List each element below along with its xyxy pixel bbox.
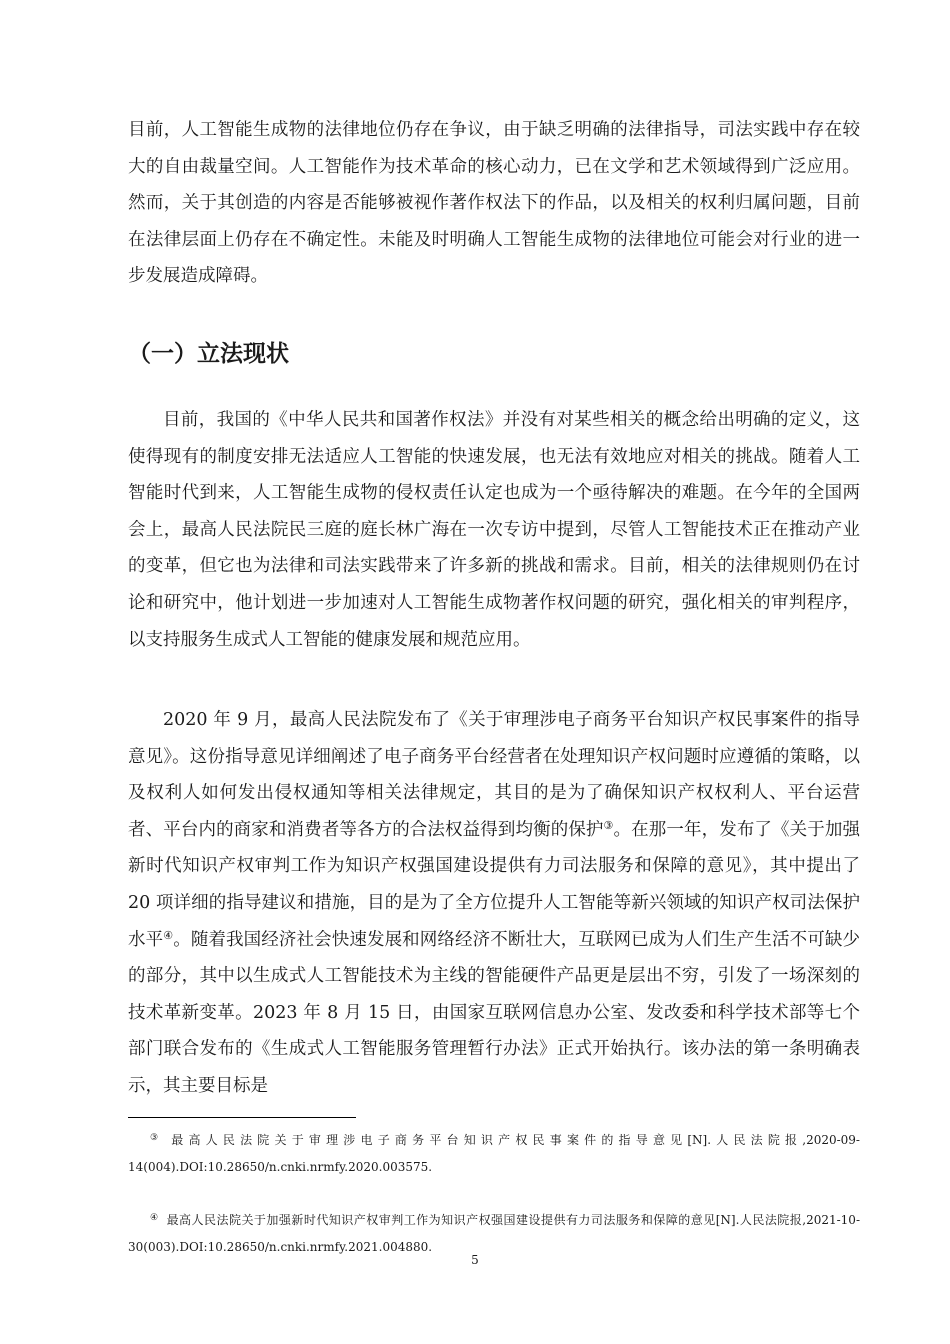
footnote-text: 最高人民法院关于审理涉电子商务平台知识产权民事案件的指导意见[N].人民法院报,2020-09-14(004).DOI:10.28650/n.cnki.nrmfy.2020.003575. xyxy=(128,1133,860,1174)
paragraph-intro: 目前，人工智能生成物的法律地位仍存在争议，由于缺乏明确的法律指导，司法实践中存在较大的自由裁量空间。人工智能作为技术革命的核心动力，已在文学和艺术领域得到广泛应用。然而，关于其创造的内容是否能够被视作著作权法下的作品，以及相关的权利归属问题，目前在法律层面上仍存在不确定性。未能及时明确人工智能生成物的法律地位可能会对行业的进一步发展造成障碍。 xyxy=(128,120,860,287)
paragraph-text-part: 。随着我国经济社会快速发展和网络经济不断壮大，互联网已成为人们生产生活不可缺少的部分，其中以生成式人工智能技术为主线的智能硬件产品更是层出不穷，引发了一场深刻的技术革新变革。2023 年 8 月 15 日，由国家互联网信息办公室、发改委和科学技术部等七个部门联合发布的《生成式人工智能服务管理暂行办法》正式开始执行。该办法的第一条明确表示，其主要目标是 xyxy=(128,929,861,1096)
paragraph-court-guidance xyxy=(128,702,860,1105)
paragraph-text-part: 2020 年 9 月，最高人民法院发布了《关于审理涉电子商务平台知识产权民事案件的指导意见》。这份指导意见详细阐述了电子商务平台经营者在处理知识产权问题时应遵循的策略，以及权利人如何发出侵权通知等相关法律规定，其目的是为了确保知识产权权利人、平台运营者、平台内的商家和消费者等各方的合法权益得到均衡的保护 xyxy=(128,710,860,840)
page-number: 5 xyxy=(471,1253,479,1267)
footnote-separator xyxy=(128,1117,356,1118)
paragraph-text-part: 。在那一年，发布了《关于加强新时代知识产权审判工作为知识产权强国建设提供有力司法服务和保障的意见》，其中提出了 20 项详细的指导建议和措施，目的是为了全方位提升人工智能等新兴领域的知识产权司法保护水平 xyxy=(128,819,860,950)
footnote xyxy=(128,1125,860,1181)
footnote-reference[interactable]: ④ xyxy=(163,928,174,942)
footnote-text: 最高人民法院关于加强新时代知识产权审判工作为知识产权强国建设提供有力司法服务和保障的意见[N].人民法院报,2021-10-30(003).DOI:10.28650/n.cnki.nrmfy.2021.004880. xyxy=(128,1213,860,1254)
footnote-reference[interactable]: ③ xyxy=(603,818,614,832)
paragraph-legislation-status: 目前，我国的《中华人民共和国著作权法》并没有对某些相关的概念给出明确的定义，这使得现有的制度安排无法适应人工智能的快速发展，也无法有效地应对相关的挑战。随着人工智能时代到来，人工智能生成物的侵权责任认定也成为一个亟待解决的难题。在今年的全国两会上，最高人民法院民三庭的庭长林广海在一次专访中提到，尽管人工智能技术正在推动产业的变革，但它也为法律和司法实践带来了许多新的挑战和需求。目前，相关的法律规则仍在讨论和研究中，他计划进一步加速对人工智能生成物著作权问题的研究，强化相关的审判程序，以支持服务生成式人工智能的健康发展和规范应用。 xyxy=(128,410,860,650)
section-heading: （一）立法现状 xyxy=(128,341,289,367)
footnote-mark: ④ xyxy=(150,1213,159,1223)
footnote-mark: ③ xyxy=(150,1133,164,1143)
